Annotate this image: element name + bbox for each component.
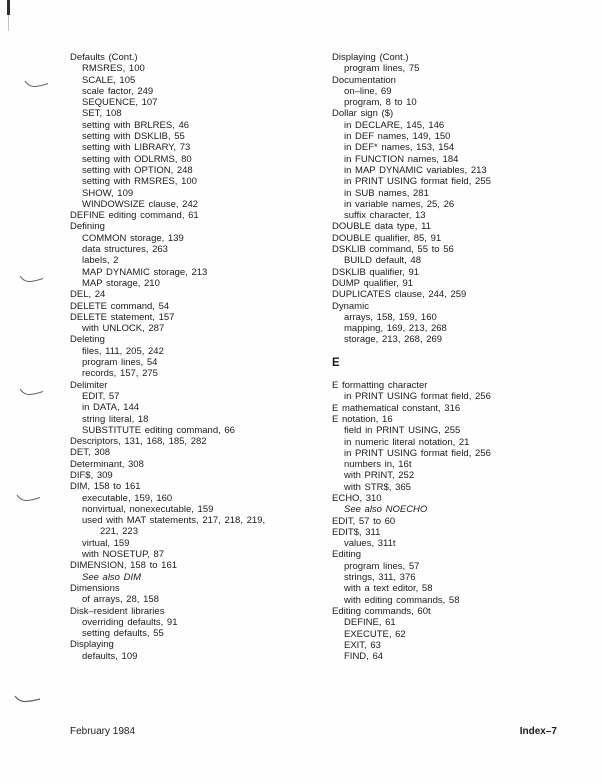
- index-entry: in DEF names, 149, 150: [344, 131, 451, 143]
- index-entry: SET, 108: [82, 108, 122, 120]
- index-entry: SCALE, 105: [82, 74, 136, 86]
- index-entry: setting with RMSRES, 100: [82, 176, 197, 188]
- index-entry: with editing commands, 58: [344, 594, 460, 606]
- index-entry: E mathematical constant, 316: [332, 402, 461, 414]
- index-entry: E formatting character: [332, 380, 428, 392]
- index-column-right: [332, 52, 584, 662]
- index-entry: DSKLIB qualifier, 91: [332, 266, 420, 278]
- index-entry: in DEF* names, 153, 154: [344, 142, 455, 154]
- index-entry: Editing: [332, 549, 362, 561]
- index-entry: on–line, 69: [344, 85, 392, 97]
- footer-page-number: Index–7: [519, 726, 557, 737]
- index-entry: FIND, 64: [344, 651, 384, 663]
- index-entry: Displaying: [70, 639, 114, 651]
- index-entry: in PRINT USING format field, 255: [344, 176, 491, 188]
- index-entry: virtual, 159: [82, 537, 130, 549]
- index-entry: in PRINT USING format field, 256: [344, 391, 491, 403]
- index-entry: in FUNCTION names, 184: [344, 153, 459, 165]
- checkmark-scribble-icon: [19, 386, 45, 398]
- checkmark-scribble-icon: [14, 693, 40, 705]
- index-entry: DIF$, 309: [70, 469, 113, 481]
- index-entry: WINDOWSIZE clause, 242: [82, 198, 199, 210]
- index-entry: EDIT, 57 to 60: [332, 515, 396, 527]
- index-entry: ECHO, 310: [332, 492, 382, 504]
- index-entry: DUMP qualifier, 91: [332, 277, 414, 289]
- index-entry: SUBSTITUTE editing command, 66: [82, 424, 235, 436]
- index-entry: Dynamic: [332, 300, 369, 312]
- index-entry: with STR$, 365: [344, 481, 411, 493]
- footer-date: February 1984: [70, 726, 136, 737]
- index-entry: DET, 308: [70, 447, 111, 459]
- index-entry: files, 111, 205, 242: [82, 345, 164, 357]
- index-entry: Documentation: [332, 74, 396, 86]
- index-entry: EDIT, 57: [82, 390, 120, 402]
- index-entry: with a text editor, 58: [344, 583, 433, 595]
- index-entry: Defining: [70, 221, 105, 233]
- index-entry: with NOSETUP, 87: [82, 549, 165, 561]
- index-entry: DOUBLE qualifier, 85, 91: [332, 232, 442, 244]
- index-entry: with UNLOCK, 287: [82, 323, 165, 335]
- index-entry: setting with ODLRMS, 80: [82, 153, 192, 165]
- index-entry: Defaults (Cont.): [70, 52, 138, 63]
- index-entry: of arrays, 28, 158: [82, 594, 159, 606]
- index-entry: Descriptors, 131, 168, 185, 282: [70, 436, 207, 448]
- index-entry: Deleting: [70, 334, 105, 346]
- index-entry: suffix character, 13: [344, 210, 426, 222]
- index-entry: MAP storage, 210: [82, 277, 160, 289]
- index-entry: used with MAT statements, 217, 218, 219,: [82, 515, 266, 527]
- index-entry: DIM, 158 to 161: [70, 481, 141, 493]
- index-entry: scale factor, 249: [82, 85, 154, 97]
- index-entry: storage, 213, 268, 269: [344, 334, 443, 346]
- index-entry: Dollar sign ($): [332, 108, 394, 120]
- index-entry: DEL, 24: [70, 289, 106, 301]
- index-entry: See also NOECHO: [344, 504, 428, 516]
- index-entry: DIMENSION, 158 to 161: [70, 560, 178, 572]
- index-entry: DSKLIB command, 55 to 56: [332, 244, 454, 256]
- index-entry: RMSRES, 100: [82, 63, 145, 75]
- index-entry: SEQUENCE, 107: [82, 97, 158, 109]
- index-entry: DOUBLE data type, 11: [332, 221, 431, 233]
- index-entry: arrays, 158, 159, 160: [344, 311, 437, 323]
- index-entry: numbers in, 16t: [344, 459, 412, 471]
- section-heading: E: [332, 356, 340, 369]
- index-entry: Editing commands, 60t: [332, 605, 431, 617]
- index-entry: program lines, 57: [344, 560, 420, 572]
- index-entry: records, 157, 275: [82, 368, 158, 380]
- index-entry: setting defaults, 55: [82, 628, 164, 640]
- index-entry: defaults, 109: [82, 650, 138, 662]
- index-entry: in MAP DYNAMIC variables, 213: [344, 164, 487, 176]
- index-entry: DUPLICATES clause, 244, 259: [332, 289, 467, 301]
- index-entry: Delimiter: [70, 379, 108, 391]
- index-entry: Displaying (Cont.): [332, 52, 409, 63]
- index-entry: in PRINT USING format field, 256: [344, 447, 491, 459]
- index-entry: 221, 223: [100, 526, 138, 538]
- index-entry: COMMON storage, 139: [82, 232, 184, 244]
- page-footer: [70, 726, 557, 737]
- index-entry: EXECUTE, 62: [344, 628, 406, 640]
- index-entry: BUILD default, 48: [344, 255, 421, 267]
- index-entry: labels, 2: [82, 255, 119, 267]
- index-body: [70, 52, 584, 662]
- index-column-left: [70, 52, 332, 662]
- index-entry: setting with BRLRES, 46: [82, 119, 190, 131]
- index-entry: DEFINE, 61: [344, 617, 396, 629]
- index-entry: setting with LIBRARY, 73: [82, 142, 191, 154]
- index-entry: in variable names, 25, 26: [344, 198, 455, 210]
- index-entry: string literal, 18: [82, 413, 149, 425]
- index-entry: overriding defaults, 91: [82, 616, 178, 628]
- checkmark-scribble-icon: [24, 78, 50, 90]
- index-entry: executable, 159, 160: [82, 492, 173, 504]
- index-entry: EDIT$, 311: [332, 526, 381, 538]
- index-entry: setting with OPTION, 248: [82, 164, 193, 176]
- index-entry: nonvirtual, nonexecutable, 159: [82, 503, 214, 515]
- checkmark-scribble-icon: [16, 492, 42, 504]
- index-entry: values, 311t: [344, 538, 396, 550]
- index-entry: SHOW, 109: [82, 187, 134, 199]
- index-entry: in DECLARE, 145, 146: [344, 119, 445, 131]
- index-entry: E notation, 16: [332, 413, 393, 425]
- index-entry: See also DIM: [82, 571, 142, 583]
- index-entry: data structures, 263: [82, 244, 168, 256]
- index-entry: strings, 311, 376: [344, 572, 416, 584]
- index-entry: MAP DYNAMIC storage, 213: [82, 266, 208, 278]
- index-entry: in DATA, 144: [82, 402, 140, 414]
- scan-edge-mark-faint: [8, 15, 9, 31]
- index-entry: program, 8 to 10: [344, 97, 417, 109]
- index-entry: in numeric literal notation, 21: [344, 436, 470, 448]
- index-entry: setting with DSKLIB, 55: [82, 131, 185, 143]
- checkmark-scribble-icon: [19, 273, 45, 285]
- index-entry: DELETE statement, 157: [70, 311, 175, 323]
- index-entry: in SUB names, 281: [344, 187, 429, 199]
- index-entry: program lines, 54: [82, 357, 158, 369]
- index-entry: DEFINE editing command, 61: [70, 210, 199, 222]
- index-entry: EXIT, 63: [344, 639, 381, 651]
- index-entry: Dimensions: [70, 582, 120, 594]
- index-entry: DELETE command, 54: [70, 300, 170, 312]
- index-entry: field in PRINT USING, 255: [344, 425, 461, 437]
- index-entry: program lines, 75: [344, 63, 420, 75]
- index-entry: with PRINT, 252: [344, 470, 415, 482]
- index-entry: Disk–resident libraries: [70, 605, 165, 617]
- index-entry: Determinant, 308: [70, 458, 144, 470]
- scan-edge-mark: [7, 0, 10, 15]
- index-entry: mapping, 169, 213, 268: [344, 323, 447, 335]
